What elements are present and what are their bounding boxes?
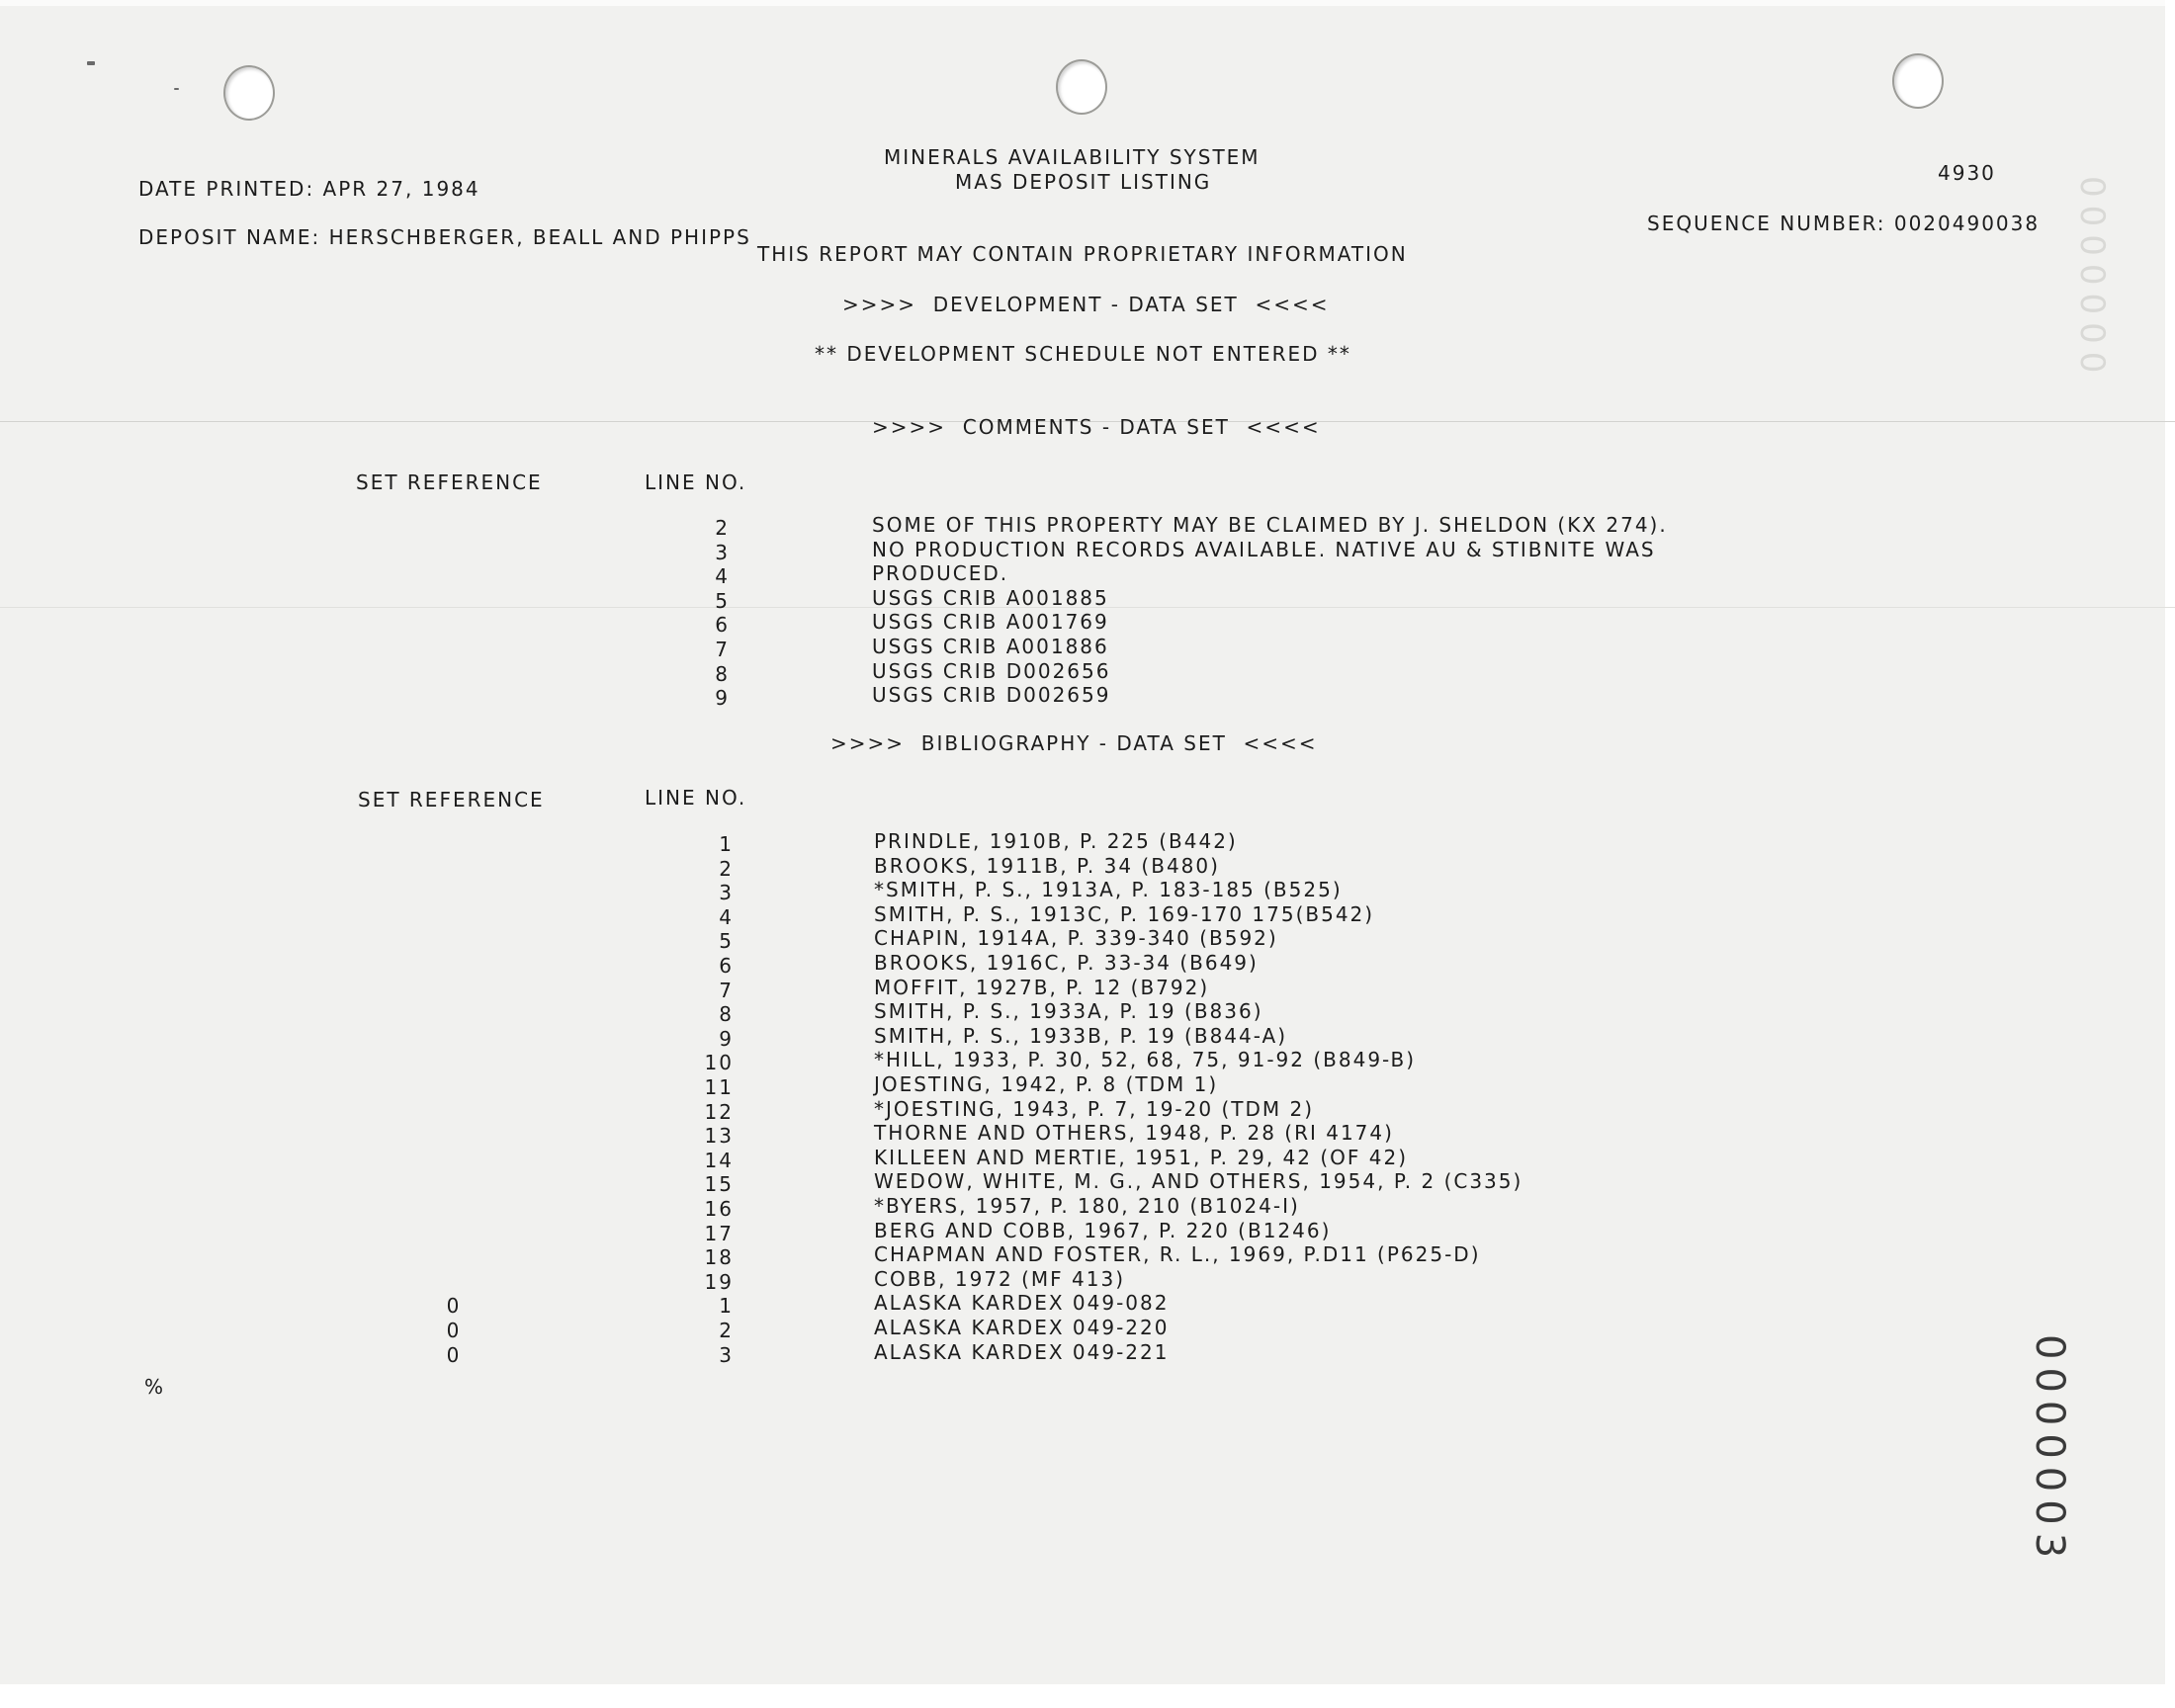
- line-number-cell: 13: [704, 1124, 734, 1149]
- line-number-cell: 7: [719, 978, 734, 1002]
- entry-text-cell: *HILL, 1933, P. 30, 52, 68, 75, 91-92 (B849-B): [874, 1048, 1417, 1072]
- line-number-cell: 3: [715, 540, 730, 564]
- entry-text-cell: *SMITH, P. S., 1913A, P. 183-185 (B525): [874, 878, 1343, 902]
- entry-text-cell: NO PRODUCTION RECORDS AVAILABLE. NATIVE AU & STIBNITE WAS: [872, 537, 1656, 561]
- line-number-cell: 9: [715, 686, 730, 711]
- sequence-number: SEQUENCE NUMBER: 0020490038: [1647, 212, 2041, 235]
- line-number-cell: 3: [719, 881, 734, 905]
- entry-text-cell: ALASKA KARDEX 049-221: [874, 1339, 1170, 1364]
- faded-side-stamp: 0000000: [2072, 176, 2112, 382]
- entry-text-cell: ALASKA KARDEX 049-220: [874, 1316, 1170, 1339]
- entry-text-cell: ALASKA KARDEX 049-082: [874, 1291, 1170, 1316]
- line-number-cell: 6: [715, 613, 730, 638]
- entry-text-cell: CHAPMAN AND FOSTER, R. L., 1969, P.D11 (P625-D): [874, 1242, 1481, 1267]
- line-number-cell: 1: [719, 832, 734, 856]
- entry-text-cell: COBB, 1972 (MF 413): [874, 1266, 1126, 1291]
- set-reference-cell: 0: [446, 1342, 462, 1367]
- entry-text-cell: *BYERS, 1957, P. 180, 210 (B1024-I): [874, 1194, 1300, 1218]
- line-number-cell: 3: [719, 1342, 734, 1367]
- bibliography-col-line-no: LINE NO.: [645, 786, 747, 810]
- punch-hole: [1056, 59, 1107, 115]
- punch-hole: [1892, 53, 1944, 109]
- entry-text-cell: THORNE AND OTHERS, 1948, P. 28 (RI 4174): [874, 1121, 1394, 1146]
- line-number-cell: 8: [715, 661, 730, 686]
- set-reference-cell: 0: [446, 1294, 462, 1319]
- entry-text-cell: CHAPIN, 1914A, P. 339-340 (B592): [874, 926, 1278, 951]
- ink-speck: [87, 61, 95, 65]
- entry-text-cell: USGS CRIB D002659: [872, 683, 1111, 708]
- paper-right-edge: [2165, 0, 2175, 1708]
- entry-text-cell: SOME OF THIS PROPERTY MAY BE CLAIMED BY J. SHELDON (KX 274).: [872, 513, 1668, 537]
- line-number-cell: 6: [719, 954, 734, 978]
- listing-title: MAS DEPOSIT LISTING: [955, 170, 1212, 194]
- comments-col-set-reference: SET REFERENCE: [356, 470, 543, 494]
- entry-text-cell: BROOKS, 1916C, P. 33-34 (B649): [874, 951, 1259, 975]
- line-number-cell: 9: [719, 1026, 734, 1051]
- entry-text-cell: USGS CRIB A001886: [872, 635, 1109, 658]
- side-stamp: 0000003: [2027, 1334, 2072, 1567]
- entry-text-cell: USGS CRIB A001885: [872, 585, 1109, 610]
- line-number-cell: 11: [704, 1075, 734, 1099]
- entry-text-cell: KILLEEN AND MERTIE, 1951, P. 29, 42 (OF 42): [874, 1145, 1408, 1169]
- entry-text-cell: PRODUCED.: [872, 561, 1009, 586]
- paper-bottom-edge: [0, 1684, 2175, 1708]
- entry-text-cell: BROOKS, 1911B, P. 34 (B480): [874, 853, 1220, 878]
- line-number-cell: 18: [704, 1245, 734, 1270]
- deposit-name: DEPOSIT NAME: HERSCHBERGER, BEALL AND PHIPPS: [138, 225, 751, 249]
- set-reference-cell: 0: [446, 1319, 462, 1342]
- bibliography-col-set-reference: SET REFERENCE: [358, 788, 545, 811]
- development-note: ** DEVELOPMENT SCHEDULE NOT ENTERED **: [815, 342, 1351, 366]
- entry-text-cell: JOESTING, 1942, P. 8 (TDM 1): [874, 1072, 1219, 1096]
- comments-col-line-no: LINE NO.: [645, 470, 747, 494]
- line-number-cell: 14: [704, 1148, 734, 1172]
- line-number-cell: 5: [719, 929, 734, 954]
- footer-mark: %: [144, 1375, 166, 1399]
- line-number-cell: 2: [719, 1319, 734, 1342]
- line-number-cell: 2: [719, 856, 734, 881]
- entry-text-cell: USGS CRIB D002656: [872, 658, 1111, 683]
- ink-speck: [174, 88, 179, 90]
- development-heading: >>>> DEVELOPMENT - DATA SET <<<<: [842, 293, 1330, 316]
- proprietary-notice: THIS REPORT MAY CONTAIN PROPRIETARY INFORMATION: [757, 242, 1408, 266]
- line-number-cell: 8: [719, 1002, 734, 1027]
- page-number: 4930: [1938, 161, 1996, 185]
- entry-text-cell: MOFFIT, 1927B, P. 12 (B792): [874, 975, 1210, 999]
- entry-text-cell: *JOESTING, 1943, P. 7, 19-20 (TDM 2): [874, 1096, 1315, 1121]
- line-number-cell: 1: [719, 1294, 734, 1319]
- comments-heading: >>>> COMMENTS - DATA SET <<<<: [872, 415, 1321, 439]
- line-number-cell: 4: [719, 904, 734, 929]
- line-number-cell: 4: [715, 564, 730, 589]
- entry-text-cell: USGS CRIB A001769: [872, 610, 1109, 635]
- entry-text-cell: SMITH, P. S., 1913C, P. 169-170 175(B542): [874, 901, 1375, 926]
- line-number-cell: 10: [704, 1051, 734, 1075]
- system-title: MINERALS AVAILABILITY SYSTEM: [884, 145, 1261, 169]
- entry-text-cell: SMITH, P. S., 1933A, P. 19 (B836): [874, 999, 1263, 1024]
- line-number-cell: 19: [704, 1269, 734, 1294]
- bibliography-heading: >>>> BIBLIOGRAPHY - DATA SET <<<<: [830, 731, 1318, 755]
- line-number-cell: 16: [704, 1197, 734, 1221]
- punch-hole: [223, 65, 275, 121]
- entry-text-cell: BERG AND COBB, 1967, P. 220 (B1246): [874, 1218, 1332, 1242]
- line-number-cell: 7: [715, 638, 730, 661]
- entry-text-cell: WEDOW, WHITE, M. G., AND OTHERS, 1954, P. 2 (C335): [874, 1169, 1523, 1194]
- date-printed: DATE PRINTED: APR 27, 1984: [138, 177, 480, 201]
- entry-text-cell: PRINDLE, 1910B, P. 225 (B442): [874, 829, 1238, 853]
- line-number-cell: 12: [704, 1099, 734, 1124]
- line-number-cell: 17: [704, 1221, 734, 1245]
- line-number-cell: 5: [715, 588, 730, 613]
- line-number-cell: 2: [715, 516, 730, 540]
- paper-top-edge: [0, 0, 2175, 6]
- line-number-cell: 15: [704, 1172, 734, 1197]
- entry-text-cell: SMITH, P. S., 1933B, P. 19 (B844-A): [874, 1023, 1288, 1048]
